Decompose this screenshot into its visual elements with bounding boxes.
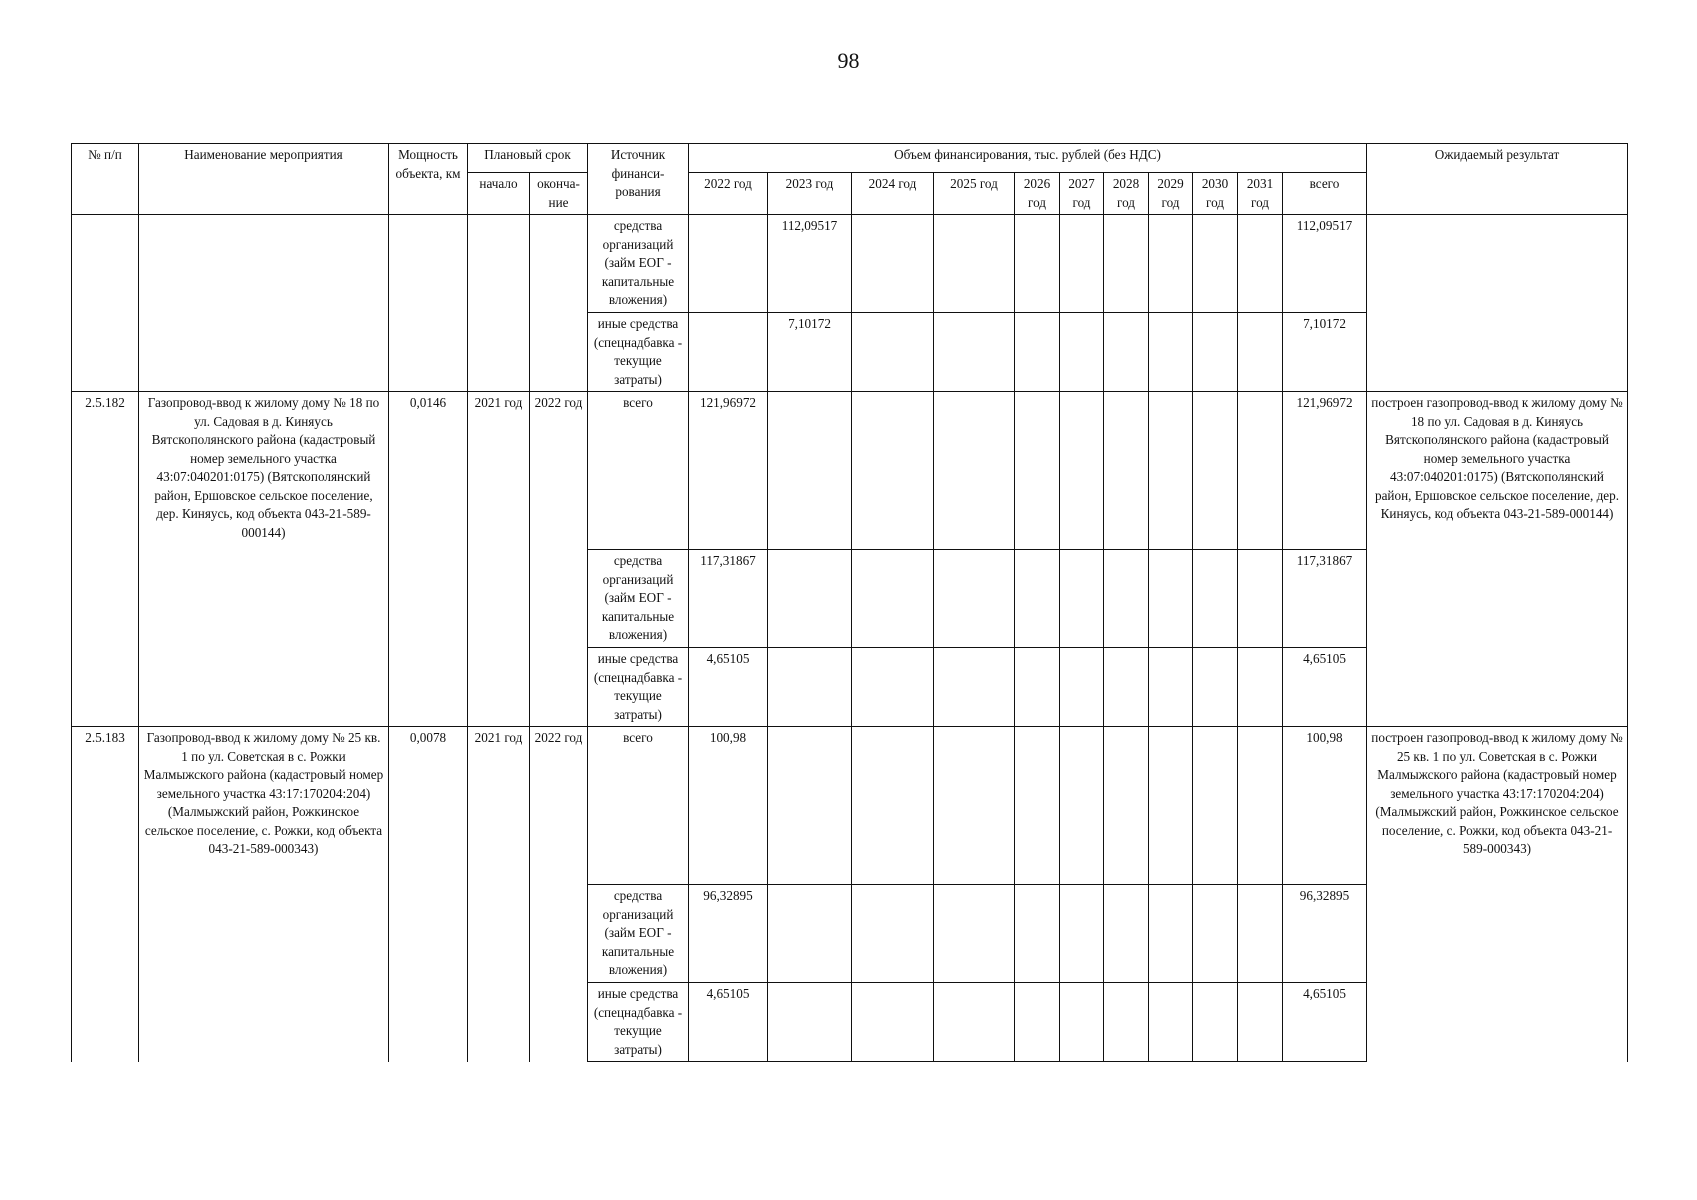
funding-table — [71, 143, 1628, 1062]
cont-capacity-cell — [389, 215, 468, 392]
cont-start-cell — [468, 215, 530, 392]
value-cell: 96,32895 — [689, 885, 768, 983]
source-cell: средства организаций (займ ЕОГ - капитальные вложения) — [588, 215, 689, 313]
header-year-2025: 2025 год — [934, 173, 1015, 215]
header-year-2027: 2027 год — [1060, 173, 1104, 215]
header-year-2022: 2022 год — [689, 173, 768, 215]
value-cell: 96,32895 — [1283, 885, 1367, 983]
value-cell: 117,31867 — [689, 550, 768, 648]
item-start: 2021 год — [468, 727, 530, 1062]
header-name: Наименование мероприятия — [139, 144, 389, 215]
item-name: Газопровод-ввод к жилому дому № 18 по ул. Садовая в д. Киняусь Вятскополянского района (кадастровый номер земельного участка 43:07:040201:0175) (Вятскополянский район, Ершовское сельское поселение, дер. Киняусь, код объекта 043-21-589-000144) — [139, 392, 389, 727]
value-cell: 112,09517 — [1283, 215, 1367, 313]
item-end: 2022 год — [530, 727, 588, 1062]
header-row-1 — [72, 144, 1628, 173]
source-cell: иные средства (спецнадбавка - текущие затраты) — [588, 983, 689, 1062]
item-start: 2021 год — [468, 392, 530, 727]
header-result: Ожидаемый результат — [1367, 144, 1628, 215]
item-capacity: 0,0078 — [389, 727, 468, 1062]
header-term: Плановый срок — [468, 144, 588, 173]
header-year-2026: 2026 год — [1015, 173, 1060, 215]
value-cell: 4,65105 — [1283, 648, 1367, 727]
value-cell: 121,96972 — [689, 392, 768, 550]
cont-result-cell — [1367, 215, 1628, 392]
table-row — [72, 392, 1628, 550]
item-capacity: 0,0146 — [389, 392, 468, 727]
header-source: Источник финанси-рования — [588, 144, 689, 215]
cont-num-cell — [72, 215, 139, 392]
header-total: всего — [1283, 173, 1367, 215]
source-cell: всего — [588, 392, 689, 550]
table-row — [72, 215, 1628, 313]
value-cell: 4,65105 — [689, 983, 768, 1062]
item-result: построен газопровод-ввод к жилому дому № 25 кв. 1 по ул. Советская в с. Рожки Малмыжского района (кадастровый номер земельного участка 43:17:170204:204) (Малмыжский район, Рожкинское сельское поселение, с. Рожки, код объекта 043-21-589-000343) — [1367, 727, 1628, 1062]
item-end: 2022 год — [530, 392, 588, 727]
value-cell: 4,65105 — [689, 648, 768, 727]
item-name: Газопровод-ввод к жилому дому № 25 кв. 1 по ул. Советская в с. Рожки Малмыжского района (кадастровый номер земельного участка 43:17:170204:204) (Малмыжский район, Рожкинское сельское поселение, с. Рожки, код объекта 043-21-589-000343) — [139, 727, 389, 1062]
header-year-2023: 2023 год — [768, 173, 852, 215]
value-cell: 100,98 — [689, 727, 768, 885]
header-funding: Объем финансирования, тыс. рублей (без НДС) — [689, 144, 1367, 173]
source-cell: средства организаций (займ ЕОГ - капитальные вложения) — [588, 885, 689, 983]
header-num: № п/п — [72, 144, 139, 215]
item-result: построен газопровод-ввод к жилому дому № 18 по ул. Садовая в д. Киняусь Вятскополянского района (кадастровый номер земельного участка 43:07:040201:0175) (Вятскополянский район, Ершовское сельское поселение, дер. Киняусь, код объекта 043-21-589-000144) — [1367, 392, 1628, 727]
cont-end-cell — [530, 215, 588, 392]
value-cell: 112,09517 — [768, 215, 852, 313]
table-row — [72, 727, 1628, 885]
header-year-2024: 2024 год — [852, 173, 934, 215]
header-year-2030: 2030 год — [1193, 173, 1238, 215]
source-cell: средства организаций (займ ЕОГ - капитальные вложения) — [588, 550, 689, 648]
source-cell: иные средства (спецнадбавка - текущие затраты) — [588, 313, 689, 392]
value-cell: 4,65105 — [1283, 983, 1367, 1062]
header-end: оконча-ние — [530, 173, 588, 215]
item-num: 2.5.182 — [72, 392, 139, 727]
header-start: начало — [468, 173, 530, 215]
header-capacity: Мощность объекта, км — [389, 144, 468, 215]
header-year-2031: 2031 год — [1238, 173, 1283, 215]
value-cell: 121,96972 — [1283, 392, 1367, 550]
source-cell: иные средства (спецнадбавка - текущие затраты) — [588, 648, 689, 727]
value-cell: 7,10172 — [1283, 313, 1367, 392]
value-cell: 117,31867 — [1283, 550, 1367, 648]
value-cell: 100,98 — [1283, 727, 1367, 885]
header-year-2028: 2028 год — [1104, 173, 1149, 215]
source-cell: всего — [588, 727, 689, 885]
page-number: 98 — [837, 48, 860, 73]
value-cell: 7,10172 — [768, 313, 852, 392]
item-num: 2.5.183 — [72, 727, 139, 1062]
cont-name-cell — [139, 215, 389, 392]
header-year-2029: 2029 год — [1149, 173, 1193, 215]
